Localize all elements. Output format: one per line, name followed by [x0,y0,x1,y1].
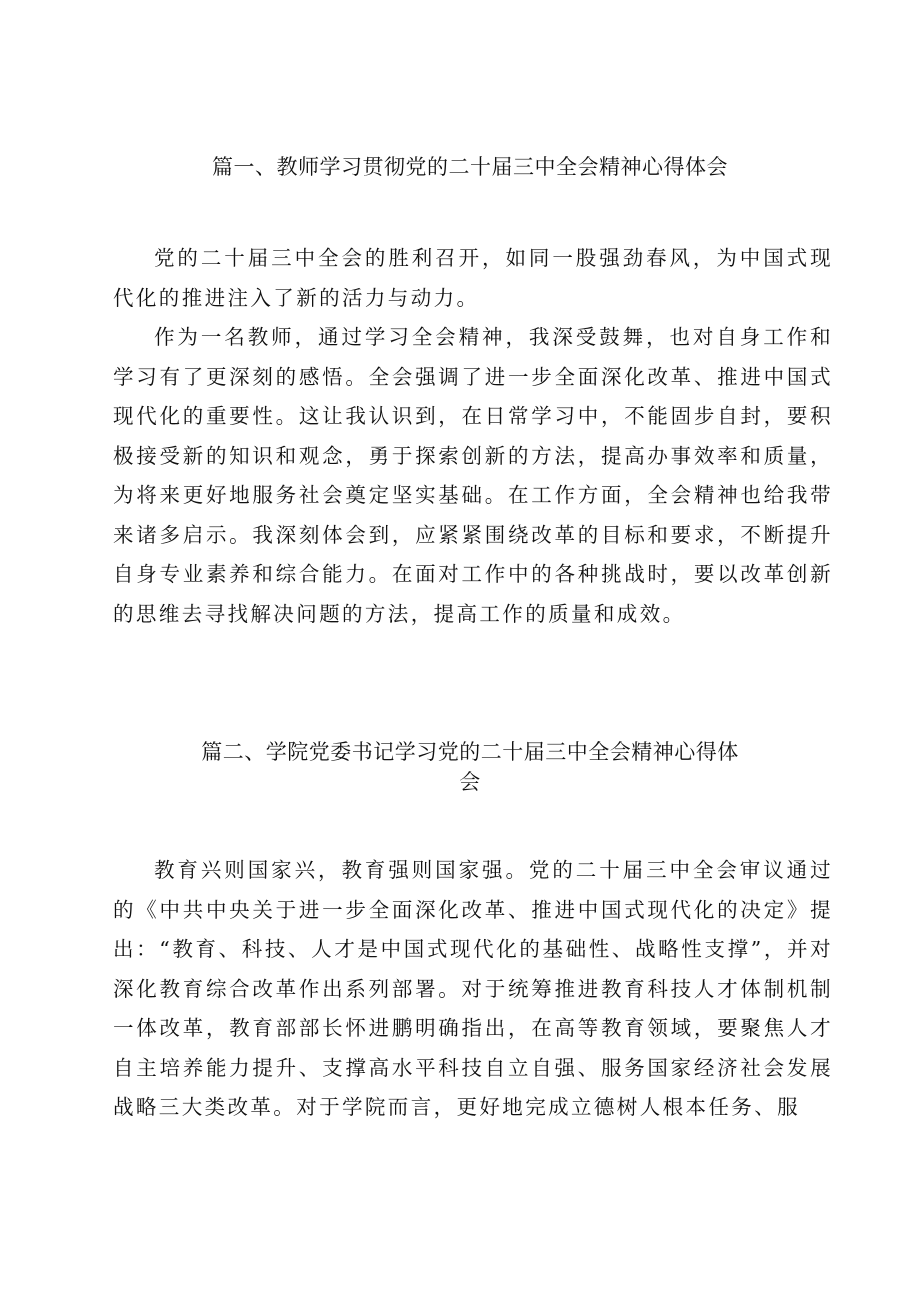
section1-paragraph-1: 党的二十届三中全会的胜利召开，如同一股强劲春风，为中国式现代化的推进注入了新的活力与动力。 [113,246,833,310]
section1-paragraph-2: 作为一名教师，通过学习全会精神，我深受鼓舞，也对自身工作和学习有了更深刻的感悟。全会强调了进一步全面深化改革、推进中国式现代化的重要性。这让我认识到，在日常学习中，不能固步自封，要积极接受新的知识和观念，勇于探索创新的方法，提高办事效率和质量，为将来更好地服务社会奠定坚实基础。在工作方面，全会精神也给我带来诸多启示。我深刻体会到，应紧紧围绕改革的目标和要求，不断提升自身专业素养和综合能力。在面对工作中的各种挑战时，要以改革创新的思维去寻找解决问题的方法，提高工作的质量和成效。 [113,325,833,626]
section2-body [113,851,833,1128]
section2-title [140,737,800,797]
section2-title-line1: 篇二、学院党委书记学习党的二十届三中全会精神心得体 [201,740,739,764]
section1-body [113,239,833,634]
section2-paragraph-1: 教育兴则国家兴，教育强则国家强。党的二十届三中全会审议通过的《中共中央关于进一步全面深化改革、推进中国式现代化的决定》提出：“教育、科技、人才是中国式现代化的基础性、战略性支撑”，并对深化教育综合改革作出系列部署。对于统筹推进教育科技人才体制机制一体改革，教育部部长怀进鹏明确指出，在高等教育领域，要聚焦人才自主培养能力提升、支撑高水平科技自立自强、服务国家经济社会发展战略三大类改革。对于学院而言，更好地完成立德树人根本任务、服 [113,858,833,1119]
section1-title: 篇一、教师学习贯彻党的二十届三中全会精神心得体会 [212,155,728,179]
section2-title-line2: 会 [459,770,481,794]
